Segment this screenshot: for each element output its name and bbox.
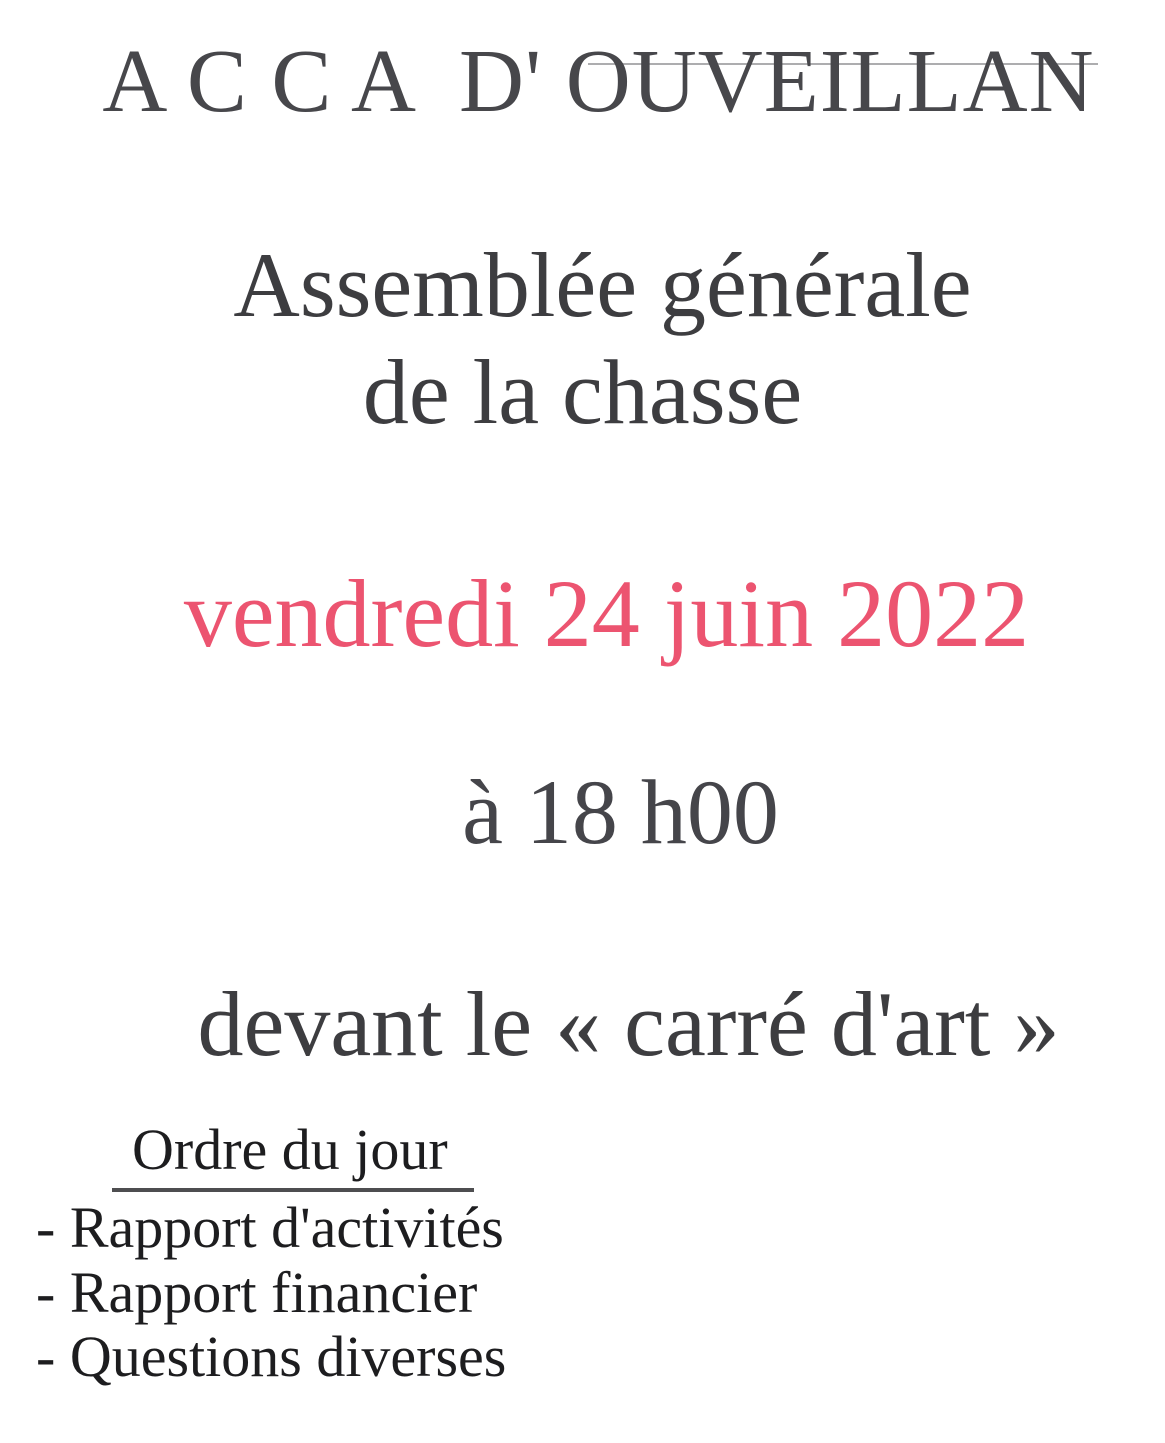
- agenda-list: [36, 1196, 1165, 1391]
- event-title-line1: Assemblée générale: [233, 234, 972, 337]
- agenda-item-questions: - Questions diverses: [36, 1324, 507, 1390]
- event-time: à 18 h00: [462, 761, 779, 864]
- event-date: vendredi 24 juin 2022: [183, 559, 1030, 667]
- agenda-section: [0, 1118, 1165, 1391]
- event-title: [0, 232, 1165, 445]
- event-location: devant le « carré d'art »: [197, 972, 1060, 1075]
- agenda-item-activities: - Rapport d'activités: [36, 1194, 504, 1260]
- agenda-item-financial: - Rapport financier: [36, 1259, 478, 1325]
- agenda-heading: Ordre du jour: [112, 1118, 474, 1192]
- event-title-line2: de la chasse: [362, 341, 803, 444]
- association-title: A C C A D' OUVEILLAN: [102, 32, 1095, 131]
